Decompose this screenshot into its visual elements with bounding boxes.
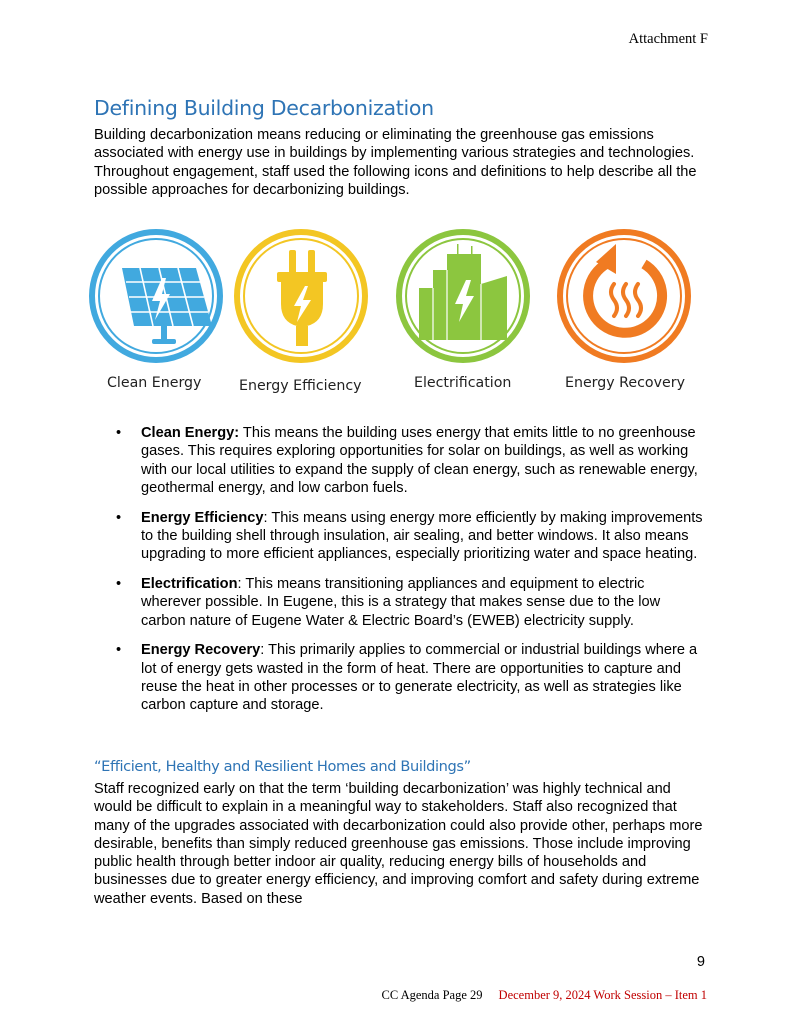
electrification-label: Electrification <box>414 375 512 391</box>
bullet-icon: • <box>116 509 122 526</box>
plug-icon <box>231 226 371 366</box>
bullet-icon: • <box>116 425 122 441</box>
solar-panel-icon <box>86 226 226 366</box>
page-number: 9 <box>696 954 705 970</box>
heat-recovery-icon <box>554 226 694 366</box>
strategy-icons <box>80 226 700 401</box>
list-item <box>116 424 706 497</box>
bullet-icon: • <box>116 642 122 659</box>
intro-paragraph: Building decarbonization means reducing or eliminating the greenhouse gas emissions associated with energy use in buildings by implementing various strategies and technologies. Throughout engagement, staff used the following icons and definitions to help describe all the possible approaches for decarbonizing buildings. <box>94 127 697 198</box>
bullet-term: Electrification <box>141 576 238 593</box>
list-item <box>116 509 706 564</box>
bullet-text: This means the building uses energy that emits little to no greenhouse gases. This requires exploring opportunities for solar on buildings, as well as working with our local utilities to expand the supply of clean energy, such as renewable energy, geothermal energy, and low carbon fuels. <box>141 425 698 496</box>
footer <box>382 988 708 1003</box>
attachment-label: Attachment F <box>628 31 708 47</box>
body-paragraph: Staff recognized early on that the term ‘building decarbonization’ was highly technical and would be difficult to explain in a meaningful way to stakeholders. Staff also recognized that many of the upgrades associated with decarbonization could also provide other, perhaps more desirable, benefits than simply reduced greenhouse gas emissions. Those include improving public health through better indoor air quality, reducing energy bills of households and businesses due to greater energy efficiency, and improving comfort and safety during extreme weather events. Based on these <box>94 781 703 907</box>
section-subheading: “Efficient, Healthy and Resilient Homes and Buildings” <box>94 758 471 775</box>
bullet-icon: • <box>116 576 122 593</box>
bullet-text: : This primarily applies to commercial or industrial buildings where a lot of energy gets wasted in the form of heat. There are opportunities to capture and reuse the heat in other processes or to generate electricity, as well as strategies like carbon capture and storage. <box>141 642 698 714</box>
buildings-icon <box>393 226 533 366</box>
page-title: Defining Building Decarbonization <box>94 96 434 120</box>
strategy-list <box>116 424 706 726</box>
clean-energy-label: Clean Energy <box>107 375 202 391</box>
bullet-term: Clean Energy: <box>141 425 240 441</box>
bullet-term: Energy Efficiency <box>141 509 264 526</box>
bullet-text: : This means transitioning appliances and equipment to electric wherever possible. In Eugene, this is a strategy that makes sense due to the low carbon nature of Eugene Water & Electric Board’s (EWEB) electricity supply. <box>141 576 661 629</box>
energy-recovery-label: Energy Recovery <box>565 375 685 391</box>
bullet-term: Energy Recovery <box>141 642 261 659</box>
session-label: December 9, 2024 Work Session – Item 1 <box>498 988 707 1002</box>
list-item <box>116 641 706 714</box>
bullet-text: : This means using energy more efficiently by making improvements to the building shell through insulation, air sealing, and better windows. It also means upgrading to more efficient appliances, especially prioritizing water and space heating. <box>141 509 703 563</box>
list-item <box>116 575 706 630</box>
energy-efficiency-label: Energy Efficiency <box>239 378 362 394</box>
agenda-page: CC Agenda Page 29 <box>381 988 483 1002</box>
